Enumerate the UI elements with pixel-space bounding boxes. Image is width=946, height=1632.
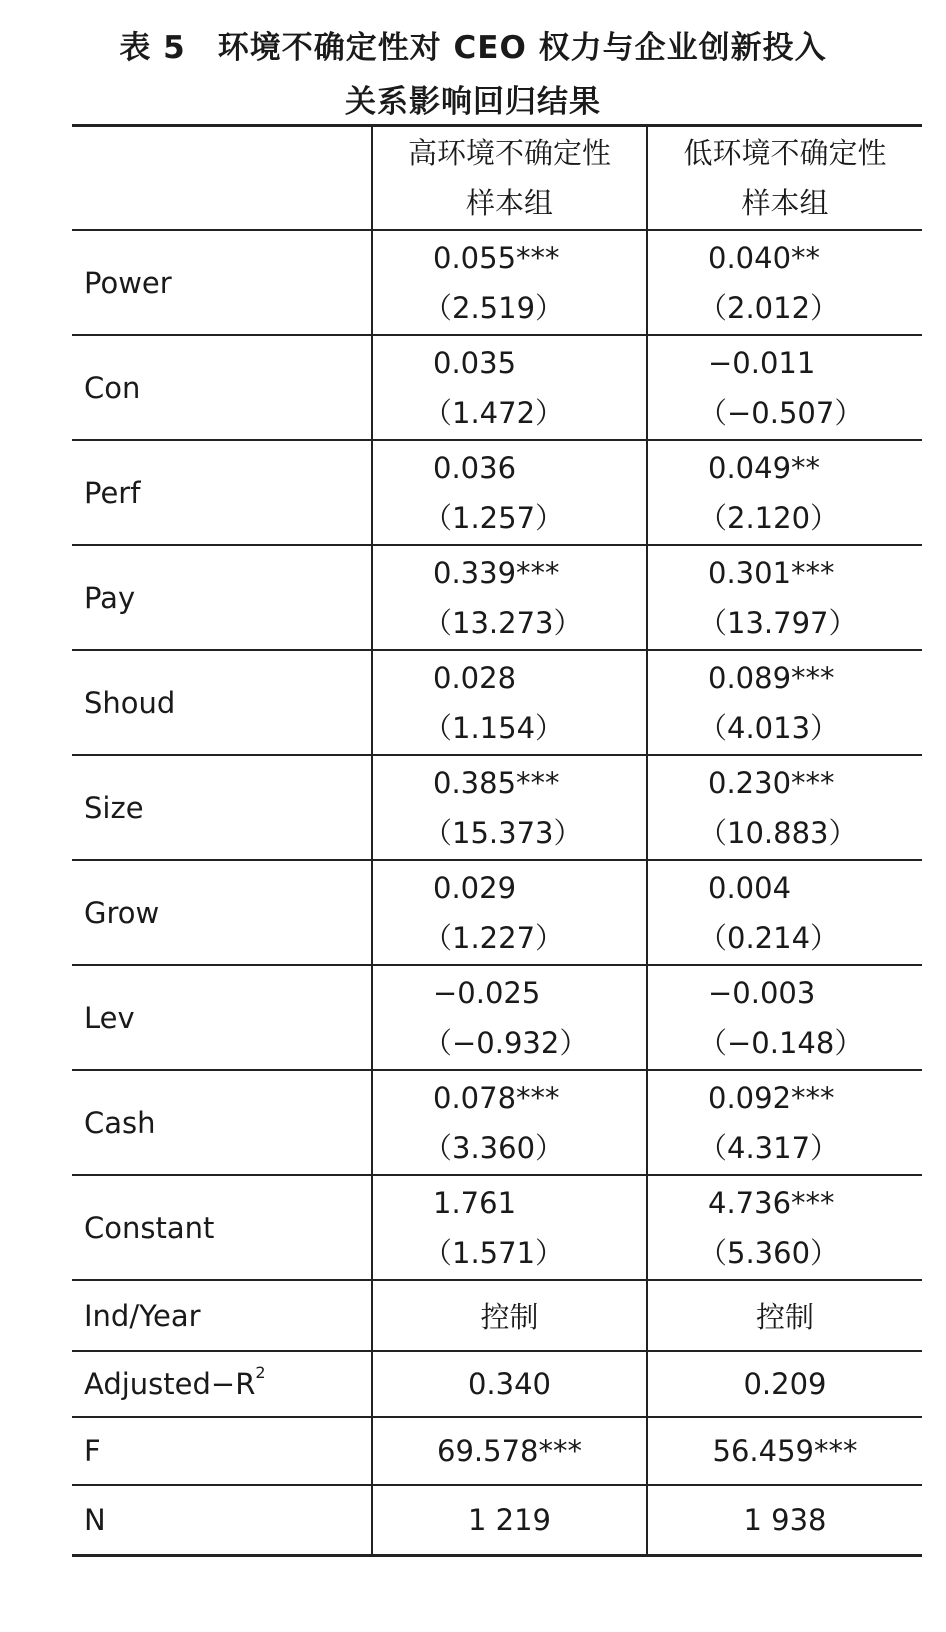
low-cell xyxy=(647,545,922,650)
t-stat: （1.571） xyxy=(423,1235,565,1270)
low-cell xyxy=(647,1070,922,1175)
n-row xyxy=(72,1485,922,1556)
coef-value: 0.035 xyxy=(433,345,517,380)
table-row xyxy=(72,230,922,335)
header-low-line1: 低环境不确定性 xyxy=(683,136,887,170)
table-row xyxy=(72,860,922,965)
high-cell xyxy=(372,440,647,545)
t-stat: （13.273） xyxy=(423,605,583,640)
table-row xyxy=(72,755,922,860)
coef-value: 0.339*** xyxy=(433,555,560,590)
coef-value: −0.003 xyxy=(708,975,816,1010)
coef-value: 0.028 xyxy=(433,660,517,695)
header-high-uncertainty xyxy=(372,126,647,231)
row-label: Power xyxy=(72,230,372,335)
low-cell xyxy=(647,1175,922,1280)
f-stat-row xyxy=(72,1417,922,1485)
t-stat: （−0.507） xyxy=(698,395,864,430)
header-high-line1: 高环境不确定性 xyxy=(407,136,611,170)
row-label: Cash xyxy=(72,1070,372,1175)
low-cell xyxy=(647,335,922,440)
high-cell: 69.578*** xyxy=(372,1417,647,1485)
low-cell xyxy=(647,965,922,1070)
t-stat: （5.360） xyxy=(698,1235,840,1270)
coef-value: −0.025 xyxy=(433,975,541,1010)
table-row xyxy=(72,440,922,545)
t-stat: （0.214） xyxy=(698,920,840,955)
regression-table xyxy=(72,124,922,1557)
t-stat: （4.317） xyxy=(698,1130,840,1165)
header-low-line2: 样本组 xyxy=(741,186,829,220)
high-cell xyxy=(372,335,647,440)
high-cell: 控制 xyxy=(372,1280,647,1351)
high-cell xyxy=(372,230,647,335)
coef-value: 0.055*** xyxy=(433,240,560,275)
row-label: Lev xyxy=(72,965,372,1070)
t-stat: （15.373） xyxy=(423,815,583,850)
low-cell xyxy=(647,755,922,860)
superscript: 2 xyxy=(255,1363,266,1382)
high-cell xyxy=(372,755,647,860)
row-label: N xyxy=(72,1485,372,1556)
high-cell xyxy=(372,1070,647,1175)
coef-value: 0.301*** xyxy=(708,555,835,590)
high-cell xyxy=(372,860,647,965)
row-label: Constant xyxy=(72,1175,372,1280)
t-stat: （1.472） xyxy=(423,395,565,430)
row-label: Size xyxy=(72,755,372,860)
ind-year-row xyxy=(72,1280,922,1351)
coef-value: 0.036 xyxy=(433,450,517,485)
low-cell: 1 938 xyxy=(647,1485,922,1556)
high-cell xyxy=(372,965,647,1070)
coef-value: 0.029 xyxy=(433,870,517,905)
high-cell xyxy=(372,650,647,755)
adj-r2-label: Adjusted−R xyxy=(84,1367,256,1401)
low-cell: 56.459*** xyxy=(647,1417,922,1485)
row-label: Perf xyxy=(72,440,372,545)
low-cell xyxy=(647,230,922,335)
t-stat: （−0.932） xyxy=(423,1025,589,1060)
t-stat: （2.012） xyxy=(698,290,840,325)
table-row xyxy=(72,545,922,650)
table-row xyxy=(72,965,922,1070)
row-label: Pay xyxy=(72,545,372,650)
t-stat: （1.257） xyxy=(423,500,565,535)
table-row xyxy=(72,650,922,755)
t-stat: （2.120） xyxy=(698,500,840,535)
coef-value: 0.004 xyxy=(708,870,792,905)
row-label xyxy=(72,1351,372,1417)
header-blank-cell xyxy=(72,126,372,231)
high-cell: 1 219 xyxy=(372,1485,647,1556)
coef-value: 4.736*** xyxy=(708,1185,835,1220)
table-title-line1: 表 5 环境不确定性对 CEO 权力与企业创新投入 xyxy=(119,30,827,66)
coef-value: 0.078*** xyxy=(433,1080,560,1115)
table-row xyxy=(72,1175,922,1280)
high-cell xyxy=(372,1175,647,1280)
header-row xyxy=(72,126,922,231)
header-high-line2: 样本组 xyxy=(465,186,553,220)
table-title-line2: 关系影响回归结果 xyxy=(345,84,601,120)
row-label: F xyxy=(72,1417,372,1485)
coef-value: −0.011 xyxy=(708,345,816,380)
t-stat: （2.519） xyxy=(423,290,565,325)
t-stat: （10.883） xyxy=(698,815,858,850)
coef-value: 0.385*** xyxy=(433,765,560,800)
t-stat: （1.227） xyxy=(423,920,565,955)
coef-value: 0.049** xyxy=(708,450,821,485)
adjusted-r2-row xyxy=(72,1351,922,1417)
low-cell xyxy=(647,440,922,545)
low-cell: 控制 xyxy=(647,1280,922,1351)
row-label: Grow xyxy=(72,860,372,965)
low-cell: 0.209 xyxy=(647,1351,922,1417)
high-cell xyxy=(372,545,647,650)
t-stat: （13.797） xyxy=(698,605,858,640)
t-stat: （−0.148） xyxy=(698,1025,864,1060)
row-label: Shoud xyxy=(72,650,372,755)
high-cell: 0.340 xyxy=(372,1351,647,1417)
t-stat: （1.154） xyxy=(423,710,565,745)
t-stat: （4.013） xyxy=(698,710,840,745)
table-row xyxy=(72,1070,922,1175)
header-low-uncertainty xyxy=(647,126,922,231)
row-label: Ind/Year xyxy=(72,1280,372,1351)
low-cell xyxy=(647,860,922,965)
coef-value: 0.230*** xyxy=(708,765,835,800)
low-cell xyxy=(647,650,922,755)
row-label: Con xyxy=(72,335,372,440)
coef-value: 0.089*** xyxy=(708,660,835,695)
table-row xyxy=(72,335,922,440)
coef-value: 0.092*** xyxy=(708,1080,835,1115)
t-stat: （3.360） xyxy=(423,1130,565,1165)
coef-value: 1.761 xyxy=(433,1185,517,1220)
coef-value: 0.040** xyxy=(708,240,821,275)
